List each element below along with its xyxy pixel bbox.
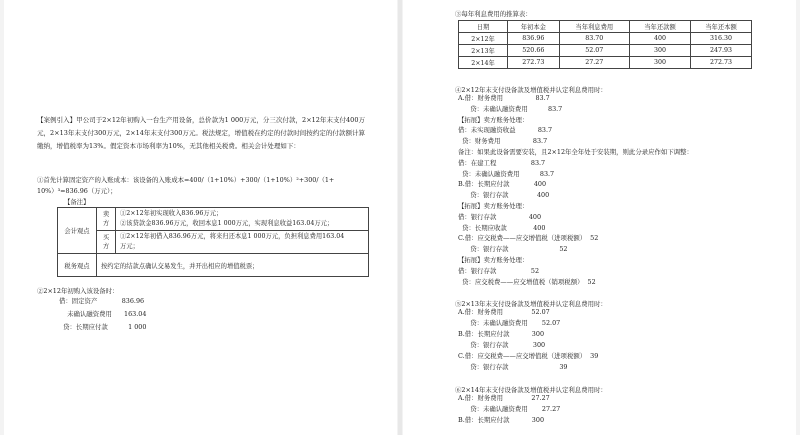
table-cell: 52.07 [559, 45, 629, 57]
step2-title: ②2×12年初购入该设备时： [37, 287, 119, 295]
table-cell: 316.30 [690, 33, 751, 45]
table-row [459, 57, 752, 69]
table-cell: 83.70 [559, 33, 629, 45]
left-page [4, 0, 397, 435]
journal-line: 贷：银行存款 300 [458, 341, 546, 349]
step2-entries [59, 295, 146, 334]
journal-line: 借：银行存款 400 [458, 212, 542, 221]
journal-line: 贷：未确认融资费用 83.7 [458, 104, 563, 113]
header-cell: 当年利息费用 [559, 21, 629, 33]
header-cell: 年初本金 [508, 21, 559, 33]
buyer-seller-table [57, 207, 369, 277]
journal-line: 贷：应交税费——应交增值税（销项税额） 52 [458, 277, 596, 286]
table-cell: 247.93 [690, 45, 751, 57]
table-cell: 272.73 [690, 57, 751, 69]
row-label-accounting: 会计观点 [58, 208, 97, 254]
table-row [459, 45, 752, 57]
journal-line: C.借：应交税费——应交增值税（进项税额） 39 [458, 352, 599, 360]
journal-line: 借：固定资产 836.96 [59, 297, 145, 305]
table-header-row [459, 21, 752, 33]
journal-line: 贷：银行存款 400 [458, 191, 550, 200]
journal-line: 贷：未确认融资费用 27.27 [458, 405, 561, 413]
journal-line: 借：在建工程 83.7 [458, 158, 546, 167]
seller-label: 卖方 [97, 208, 116, 231]
journal-line: B.借：长期应付款 400 [458, 180, 547, 189]
buyer-line1: ①2×12年初借入836.96万元，将来归还本息1 000万元，负担利息费用163.04 [120, 233, 345, 240]
remark-label: 【备注】 [64, 198, 90, 206]
journal-line: B.借：长期应付款 300 [458, 330, 545, 338]
table-cell: 272.73 [508, 57, 559, 69]
journal-line: A.借：财务费用 27.27 [458, 394, 550, 402]
table-cell: 836.96 [508, 33, 559, 45]
journal-line: 【拓展】卖方账务处理： [458, 115, 529, 124]
step1-line2: 10%）³=836.96（万元）； [37, 187, 117, 195]
case-intro-paragraph: 【案例引入】甲公司于2×12年初购入一台生产用设备，总价款为1 000万元，分三次付款，2×12年末支付400万元，2×13年末支付300万元，2×14年末支付300万元。税法规定，增值税在约定的付款时间按约定的付款额计算缴纳，增值税率为13%。假定资本市场利率为10%，无其他相关税费。相关会计处理如下： [37, 116, 365, 150]
buyer-line2: 万元； [120, 243, 139, 250]
journal-line: C.借：应交税费——应交增值税（进项税额） 52 [458, 234, 599, 243]
journal-line: 贷：长期应收款 400 [458, 223, 546, 232]
page-gutter [398, 0, 402, 435]
table-cell: 2×14年 [459, 57, 508, 69]
table-cell: 300 [630, 57, 691, 69]
journal-line: B.借：长期应付款 300 [458, 416, 545, 424]
journal-line: 贷：长期应付款 1 000 [59, 323, 147, 331]
journal-line: 备注：如果此设备需要安装，且2×12年全年处于安装期，则此分录应作如下调整： [458, 147, 693, 156]
step1-line1: ①首先计算固定资产的入账成本：该设备的入账成本=400/（1+10%）+300/（1+10%）²+300/（1+ [37, 176, 335, 184]
interest-schedule-table [458, 20, 752, 69]
table-cell: 300 [630, 45, 691, 57]
journal-line: 借：银行存款 52 [458, 266, 540, 275]
buyer-label: 买方 [97, 231, 116, 254]
header-cell: 当年还款额 [630, 21, 691, 33]
table-cell: 520.66 [508, 45, 559, 57]
seller-line1: ①2×12年初实现收入836.96万元； [120, 210, 223, 217]
seller-line2: ②该贷款金836.96万元，收回本息1 000万元，实现利息收益163.04万元； [120, 220, 334, 227]
step6-title: ⑥2×14年末支付设备款及增值税并认定利息费用时： [455, 386, 607, 394]
table-cell: 2×12年 [459, 33, 508, 45]
step4-entries [458, 93, 693, 287]
table-cell: 400 [630, 33, 691, 45]
table-cell: 2×13年 [459, 45, 508, 57]
journal-line: 贷：银行存款 39 [458, 363, 568, 371]
journal-line: 贷：未确认融资费用 52.07 [458, 319, 561, 327]
table-cell: 27.27 [559, 57, 629, 69]
header-cell: 日期 [459, 21, 508, 33]
table-row [459, 33, 752, 45]
journal-line: A.借：财务费用 83.7 [458, 94, 550, 102]
journal-line: 【拓展】卖方账务处理： [458, 201, 529, 210]
tax-view-text: 按约定的结款点确认交易发生，并开出相应的增值税票； [97, 254, 369, 277]
journal-line: A.借：财务费用 52.07 [458, 308, 550, 316]
journal-line: 贷：财务费用 83.7 [458, 137, 548, 146]
schedule-title: ③每年利息费用的推算表： [455, 10, 532, 18]
right-page [403, 0, 796, 435]
journal-line: 未确认融资费用 163.04 [59, 310, 147, 318]
journal-line: 【拓展】卖方账务处理： [458, 255, 529, 264]
step4-title: ④2×12年末支付设备款及增值税并认定利息费用时： [455, 86, 607, 94]
row-label-tax: 税务观点 [58, 254, 97, 277]
step6-entries [458, 393, 560, 426]
header-cell: 当年还本额 [690, 21, 751, 33]
journal-line: 贷：未确认融资费用 83.7 [458, 169, 555, 178]
step5-title: ⑤2×13年末支付设备款及增值税并认定利息费用时： [455, 300, 607, 308]
journal-line: 贷：银行存款 52 [458, 245, 568, 254]
step5-entries [458, 307, 598, 373]
journal-line: 借：未实现融资收益 83.7 [458, 126, 553, 135]
